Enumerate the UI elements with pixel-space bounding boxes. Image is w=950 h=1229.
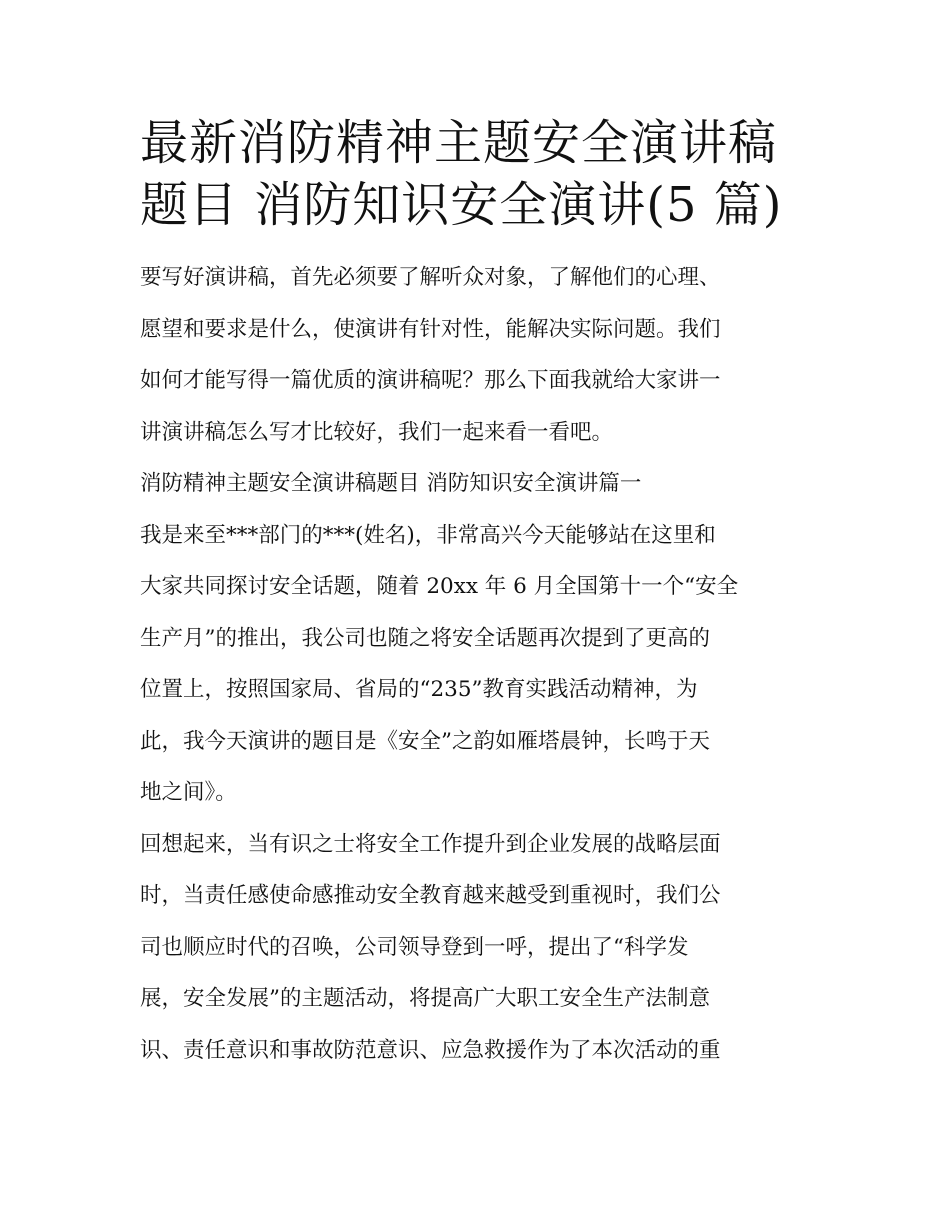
body-paragraph-1 (140, 510, 815, 819)
section-heading (140, 458, 815, 510)
paragraph-line: 位置上，按照国家局、省局的“235”教育实践活动精神，为 (140, 677, 698, 702)
paragraph-line: 愿望和要求是什么，使演讲有针对性，能解决实际问题。我们 (140, 316, 721, 342)
paragraph-line: 回想起来，当有识之士将安全工作提升到企业发展的战略层面 (140, 831, 721, 857)
paragraph-line: 讲演讲稿怎么写才比较好，我们一起来看一看吧。 (140, 419, 614, 445)
document-title (140, 112, 815, 236)
paragraph-line: 地之间》。 (140, 780, 237, 805)
paragraph-line: 展，安全发展”的主题活动，将提高广大职工安全生产法制意 (140, 986, 710, 1011)
body-paragraph-2 (140, 819, 815, 1077)
title-line-2: 题目 消防知识安全演讲(5 篇) (140, 177, 783, 233)
paragraph-line: 时，当责任感使命感推动安全教育越来越受到重视时，我们公 (140, 883, 721, 908)
paragraph-line: 识、责任意识和事故防范意识、应急救援作为了本次活动的重 (140, 1037, 721, 1063)
paragraph-line: 司也顺应时代的召唤，公司领导登到一呼，提出了“科学发 (140, 934, 689, 960)
section-heading-text: 消防精神主题安全演讲稿题目 消防知识安全演讲篇一 (140, 471, 642, 496)
title-line-1: 最新消防精神主题安全演讲稿 (140, 115, 778, 171)
paragraph-line: 此，我今天演讲的题目是《安全”之韵如雁塔晨钟，长鸣于天 (140, 728, 710, 754)
document-content (140, 112, 815, 1076)
intro-paragraph (140, 252, 815, 458)
paragraph-line: 大家共同探讨安全话题，随着 20xx 年 6 月全国第十一个“安全 (140, 574, 739, 599)
paragraph-line: 要写好演讲稿，首先必须要了解听众对象，了解他们的心理、 (140, 265, 721, 290)
paragraph-line: 生产月”的推出，我公司也随之将安全话题再次提到了更高的 (140, 625, 710, 651)
paragraph-line: 如何才能写得一篇优质的演讲稿呢？那么下面我就给大家讲一 (140, 368, 721, 393)
paragraph-line: 我是来至***部门的***(姓名)，非常高兴今天能够站在这里和 (140, 522, 716, 548)
